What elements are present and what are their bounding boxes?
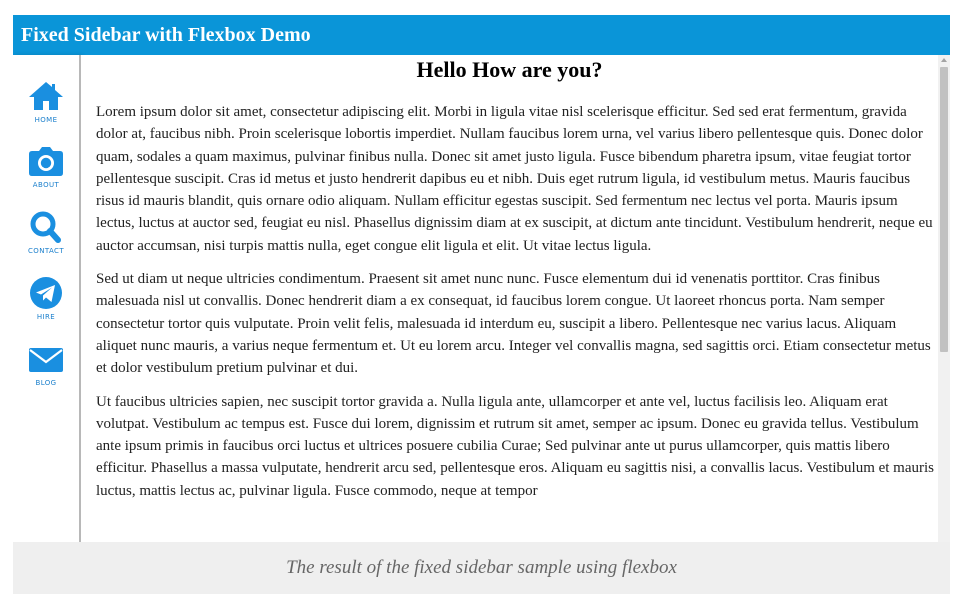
figure-caption: The result of the fixed sidebar sample using flexbox [286, 557, 677, 578]
app-title: Fixed Sidebar with Flexbox Demo [21, 24, 311, 46]
telegram-icon [26, 276, 66, 310]
sidebar-item-about[interactable] [13, 144, 79, 204]
demo-window [13, 15, 950, 542]
sidebar-item-label: HIRE [36, 313, 56, 321]
app-header [13, 15, 950, 55]
figure-caption-bar [13, 542, 950, 594]
search-icon [26, 210, 66, 244]
page-title: Hello How are you? [416, 57, 603, 82]
content-paragraph: Lorem ipsum dolor sit amet, consectetur adipiscing elit. Morbi in ligula vitae nisl scelerisque efficitur. Sed sed erat fermentum, gravida dolor at, faucibus nibh. Proin scelerisque lobortis imperdiet. Nullam faucibus lorem urna, vel varius libero pellentesque quis. Donec dolor quam, sodales a quam maximus, pulvinar finibus nulla. Donec sit amet justo ligula. Fusce bibendum pharetra ipsum, vitae feugiat tortor pellentesque suscipit. Cras id metus et justo hendrerit dapibus eu et nibh. Duis eget rutrum ligula, id vestibulum metus. Mauris faucibus risus id mauris blandit, quis ornare odio aliquam. Nullam efficitur egestas suscipit. Sed fermentum nec lectus vel porta. Mauris ipsum lectus, luctus at auctor sed, feugiat eu nisl. Phasellus dignissim diam at ex suscipit, at dictum ante tincidunt. Vestibulum hendrerit, neque eu auctor accumsan, nisi turpis mattis nulla, eget congue elit ligula et elit. Ut vitae lectus ligula. [96, 104, 933, 254]
sidebar-item-hire[interactable] [13, 276, 79, 336]
envelope-icon [26, 342, 66, 376]
main-content [81, 55, 938, 542]
content-paragraph: Sed ut diam ut neque ultricies condimentum. Praesent sit amet nunc nunc. Fusce elementum dui id venenatis porttitor. Cras finibus malesuada nisl ut convallis. Donec hendrerit diam a ex consequat, id faucibus lorem congue. Ut laoreet rhoncus porta. Nam semper consectetur tortor quis vulputate. Proin velit felis, malesuada id interdum eu, suscipit a libero. Pellentesque nec varius lacus. Aliquam aliquet nunc mauris, a varius neque fermentum et. Ut eu lorem arcu. Integer vel convallis magna, sed sagittis orci. Etiam consectetur metus et dolor vestibulum pretium pulvinar et dui. [96, 271, 931, 377]
sidebar-item-label: HOME [34, 116, 58, 124]
scrollbar-thumb[interactable] [940, 67, 948, 352]
sidebar-item-label: BLOG [35, 379, 57, 387]
sidebar [13, 55, 81, 542]
camera-icon [26, 144, 66, 178]
sidebar-item-blog[interactable] [13, 342, 79, 402]
sidebar-item-label: CONTACT [28, 247, 64, 255]
content-paragraph: Ut faucibus ultricies sapien, nec suscipit tortor gravida a. Nulla ligula ante, ullamcorper et ante vel, luctus facilisis leo. Aliquam erat volutpat. Vestibulum ac tempus est. Fusce dui lorem, dignissim et rutrum sit amet, semper ac ipsum. Donec eu gravida tellus. Vestibulum ante ipsum primis in faucibus orci luctus et ultrices posuere cubilia Curae; Sed pulvinar ante ut purus ullamcorper, quis mattis libero efficitur. Phasellus a massa vulputate, hendrerit arcu sed, pellentesque eros. Aliquam eu sagittis nisi, a convallis lacus. Vestibulum et mauris luctus, mattis lectus ac, pulvinar ligula. Fusce commodo, neque at tempor [96, 393, 935, 499]
sidebar-item-home[interactable] [13, 79, 79, 139]
scroll-up-arrow-icon[interactable] [941, 58, 947, 62]
sidebar-item-contact[interactable] [13, 210, 79, 270]
sidebar-item-label: ABOUT [32, 181, 60, 189]
home-icon [26, 79, 66, 113]
vertical-scrollbar[interactable] [938, 55, 950, 542]
